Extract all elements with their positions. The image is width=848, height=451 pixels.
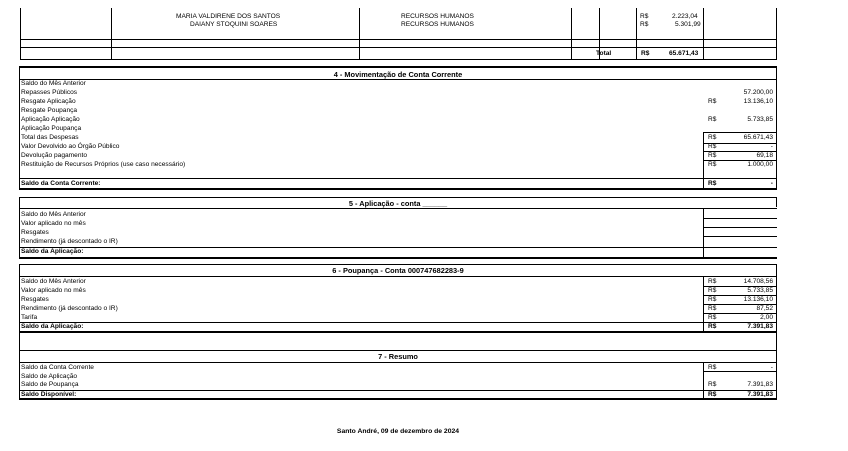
row-value: 87,52 (756, 305, 773, 312)
employee-dept: RECURSOS HUMANOS (401, 21, 474, 28)
total-value: 7.391,83 (747, 391, 773, 398)
row-label: Rendimento (já descontado o IR) (21, 305, 118, 312)
row-label: Resgate Aplicação (21, 98, 76, 105)
row-currency: R$ (708, 278, 717, 285)
total-currency: R$ (708, 323, 717, 330)
row-label: Resgate Poupança (21, 107, 78, 114)
row-label: Devolução pagamento (21, 152, 87, 159)
row-value: 5.733,85 (747, 287, 773, 294)
row-value: 5.733,85 (747, 116, 773, 123)
row-label: Aplicação Poupança (21, 125, 82, 132)
row-value: 7.391,83 (747, 381, 773, 388)
row-label: Saldo do Mês Anterior (21, 80, 86, 87)
employee-name: MARIA VALDIRENE DOS SANTOS (176, 13, 281, 20)
currency: R$ (640, 13, 649, 20)
row-value: 14.708,56 (743, 278, 773, 285)
total-label: Saldo da Aplicação: (21, 248, 84, 255)
place-date: Santo André, 09 de dezembro de 2024 (336, 428, 460, 435)
row-label: Saldo de Poupança (21, 381, 79, 388)
row-label: Saldo da Conta Corrente (21, 364, 94, 371)
section-title: 7 - Resumo (378, 352, 418, 361)
row-label: Saldo de Aplicação (21, 373, 78, 380)
total-currency: R$ (708, 180, 717, 187)
amount: 2.223,04 (672, 13, 698, 20)
total-currency: R$ (641, 50, 650, 57)
row-currency: R$ (708, 161, 717, 168)
row-currency: R$ (708, 143, 717, 150)
row-label: Total das Despesas (21, 134, 79, 141)
row-currency: R$ (708, 287, 717, 294)
row-currency: R$ (708, 134, 717, 141)
row-currency: R$ (708, 152, 717, 159)
row-value: 69,18 (756, 152, 773, 159)
row-currency: R$ (708, 305, 717, 312)
total-value: 7.391,83 (747, 323, 773, 330)
row-label: Restituição de Recursos Próprios (use caso necessário) (21, 161, 186, 168)
employee-name: DAIANY STOQUINI SOARES (190, 21, 278, 28)
row-label: Saldo do Mês Anterior (21, 211, 86, 218)
row-value: 65.671,43 (743, 134, 773, 141)
row-currency: R$ (708, 98, 717, 105)
row-label: Valor aplicado no mês (21, 220, 86, 227)
currency: R$ (640, 21, 649, 28)
employee-dept: RECURSOS HUMANOS (401, 13, 474, 20)
row-value: 1.000,00 (747, 161, 773, 168)
row-currency: R$ (708, 314, 717, 321)
total-label: Saldo Disponível: (21, 391, 77, 398)
row-value: 13.136,10 (743, 296, 773, 303)
row-value: - (770, 143, 773, 150)
section-title: 4 - Movimentação de Conta Corrente (333, 70, 463, 79)
row-currency: R$ (708, 296, 717, 303)
row-label: Valor Devolvido ao Órgão Público (21, 143, 120, 150)
row-label: Repasses Públicos (21, 89, 78, 96)
row-currency: R$ (708, 364, 717, 371)
row-label: Saldo do Mês Anterior (21, 278, 86, 285)
row-label: Rendimento (já descontado o IR) (21, 238, 118, 245)
section-title: 6 - Poupança - Conta 000747682283-9 (332, 266, 464, 275)
total-currency: R$ (708, 391, 717, 398)
row-label: Tarifa (21, 314, 38, 321)
section-title: 5 - Aplicação - conta ______ (348, 199, 448, 208)
total-label: Saldo da Aplicação: (21, 323, 84, 330)
total-value: - (770, 180, 773, 187)
row-value: 13.136,10 (743, 98, 773, 105)
total-amount: 65.671,43 (669, 50, 699, 57)
total-label: Saldo da Conta Corrente: (21, 180, 101, 187)
row-currency: R$ (708, 381, 717, 388)
row-value: - (770, 364, 773, 371)
row-value: 57.200,00 (743, 89, 773, 96)
amount: 5.301,99 (675, 21, 701, 28)
row-value: 2,00 (760, 314, 773, 321)
row-label: Resgates (21, 229, 49, 236)
row-label: Aplicação Aplicação (21, 116, 80, 123)
row-label: Resgates (21, 296, 49, 303)
total-label: Total (596, 50, 612, 57)
row-label: Valor aplicado no mês (21, 287, 86, 294)
row-currency: R$ (708, 116, 717, 123)
